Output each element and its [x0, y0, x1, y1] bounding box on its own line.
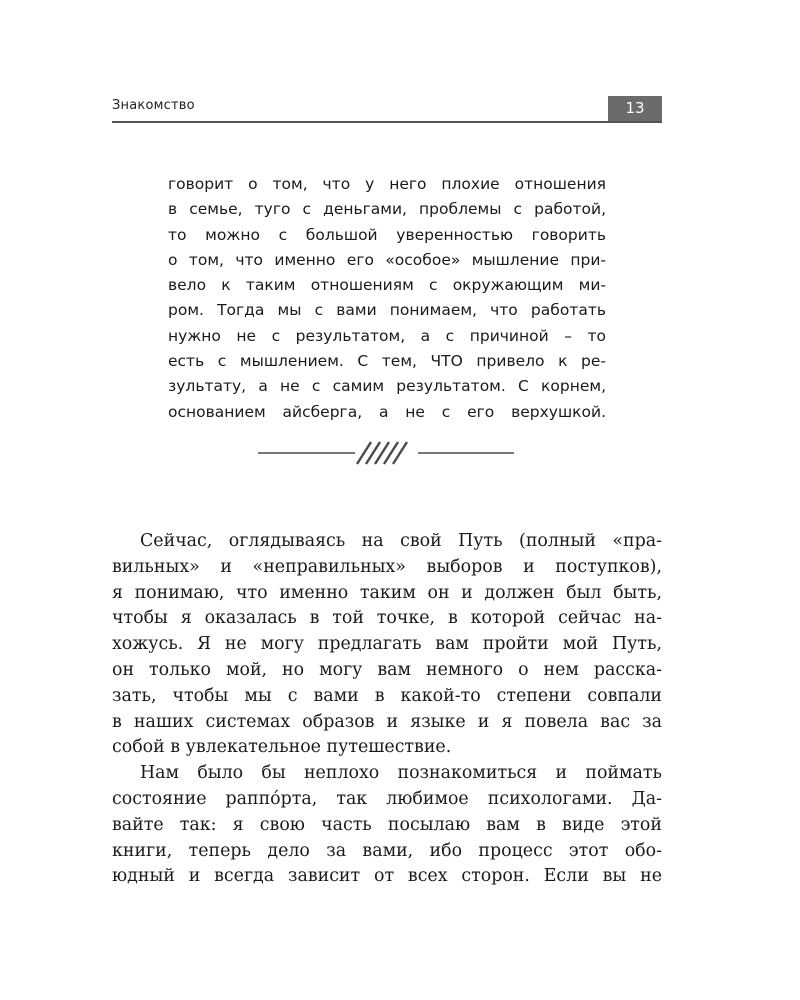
quote-line: есть с мышлением. С тем, ЧТО привело к ре- — [168, 352, 606, 371]
paragraph-line: он только мой, но могу вам немного о нем расска- — [112, 659, 662, 680]
paragraph-line: вильных» и «неправильных» выборов и поступков), — [112, 556, 662, 577]
main-text — [112, 529, 662, 890]
paragraph-line: состояние раппóрта, так любимое психологами. Да- — [112, 788, 662, 809]
quote-line: в семье, туго с деньгами, проблемы с работой, — [168, 200, 606, 219]
paragraph-line: я понимаю, что именно таким он и должен был быть, — [112, 582, 662, 603]
page-number: 13 — [608, 96, 662, 121]
quote-line: то можно с большой уверенностью говорить — [168, 225, 606, 244]
running-header — [112, 96, 662, 124]
paragraph-line: Сейчас, оглядываясь на свой Путь (полный «пра- — [140, 531, 662, 551]
section-title: Знакомство — [112, 98, 195, 113]
paragraph-line: Нам было бы неплохо познакомиться и поймать — [140, 763, 662, 784]
quote-line: основанием айсберга, а не с его верхушкой. — [168, 402, 606, 421]
paragraph-line: хожусь. Я не могу предлагать вам пройти мой Путь, — [112, 634, 662, 655]
quote-line: говорит о том, что у него плохие отношения — [168, 175, 606, 193]
paragraph-line: книги, теперь дело за вами, ибо процесс этот обо- — [112, 840, 662, 861]
quote-line: о том, что именно его «особое» мышление при- — [168, 250, 606, 269]
paragraph-line: в наших системах образов и языке и я повела вас за — [112, 711, 662, 732]
quote-block — [168, 172, 606, 425]
paragraph-line: зать, чтобы мы с вами в какой-то степени совпали — [112, 685, 662, 706]
quote-line: ром. Тогда мы с вами понимаем, что работать — [168, 301, 606, 320]
paragraph-line: вайте так: я свою часть посылаю вам в виде этой — [112, 814, 662, 835]
paragraph-line: собой в увлекательное путешествие. — [112, 737, 452, 758]
quote-line: вело к таким отношениям с окружающим ми- — [168, 276, 606, 295]
quote-line: зультату, а не с самим результатом. С корнем, — [168, 377, 606, 396]
paragraph-line: юдный и всегда зависит от всех сторон. Если вы не — [112, 866, 662, 887]
paragraph-line: чтобы я оказалась в той точке, в которой сейчас на- — [112, 608, 662, 629]
header-rule — [112, 121, 662, 123]
quote-line: нужно не с результатом, а с причиной – то — [168, 326, 606, 345]
ornamental-divider — [258, 436, 516, 468]
